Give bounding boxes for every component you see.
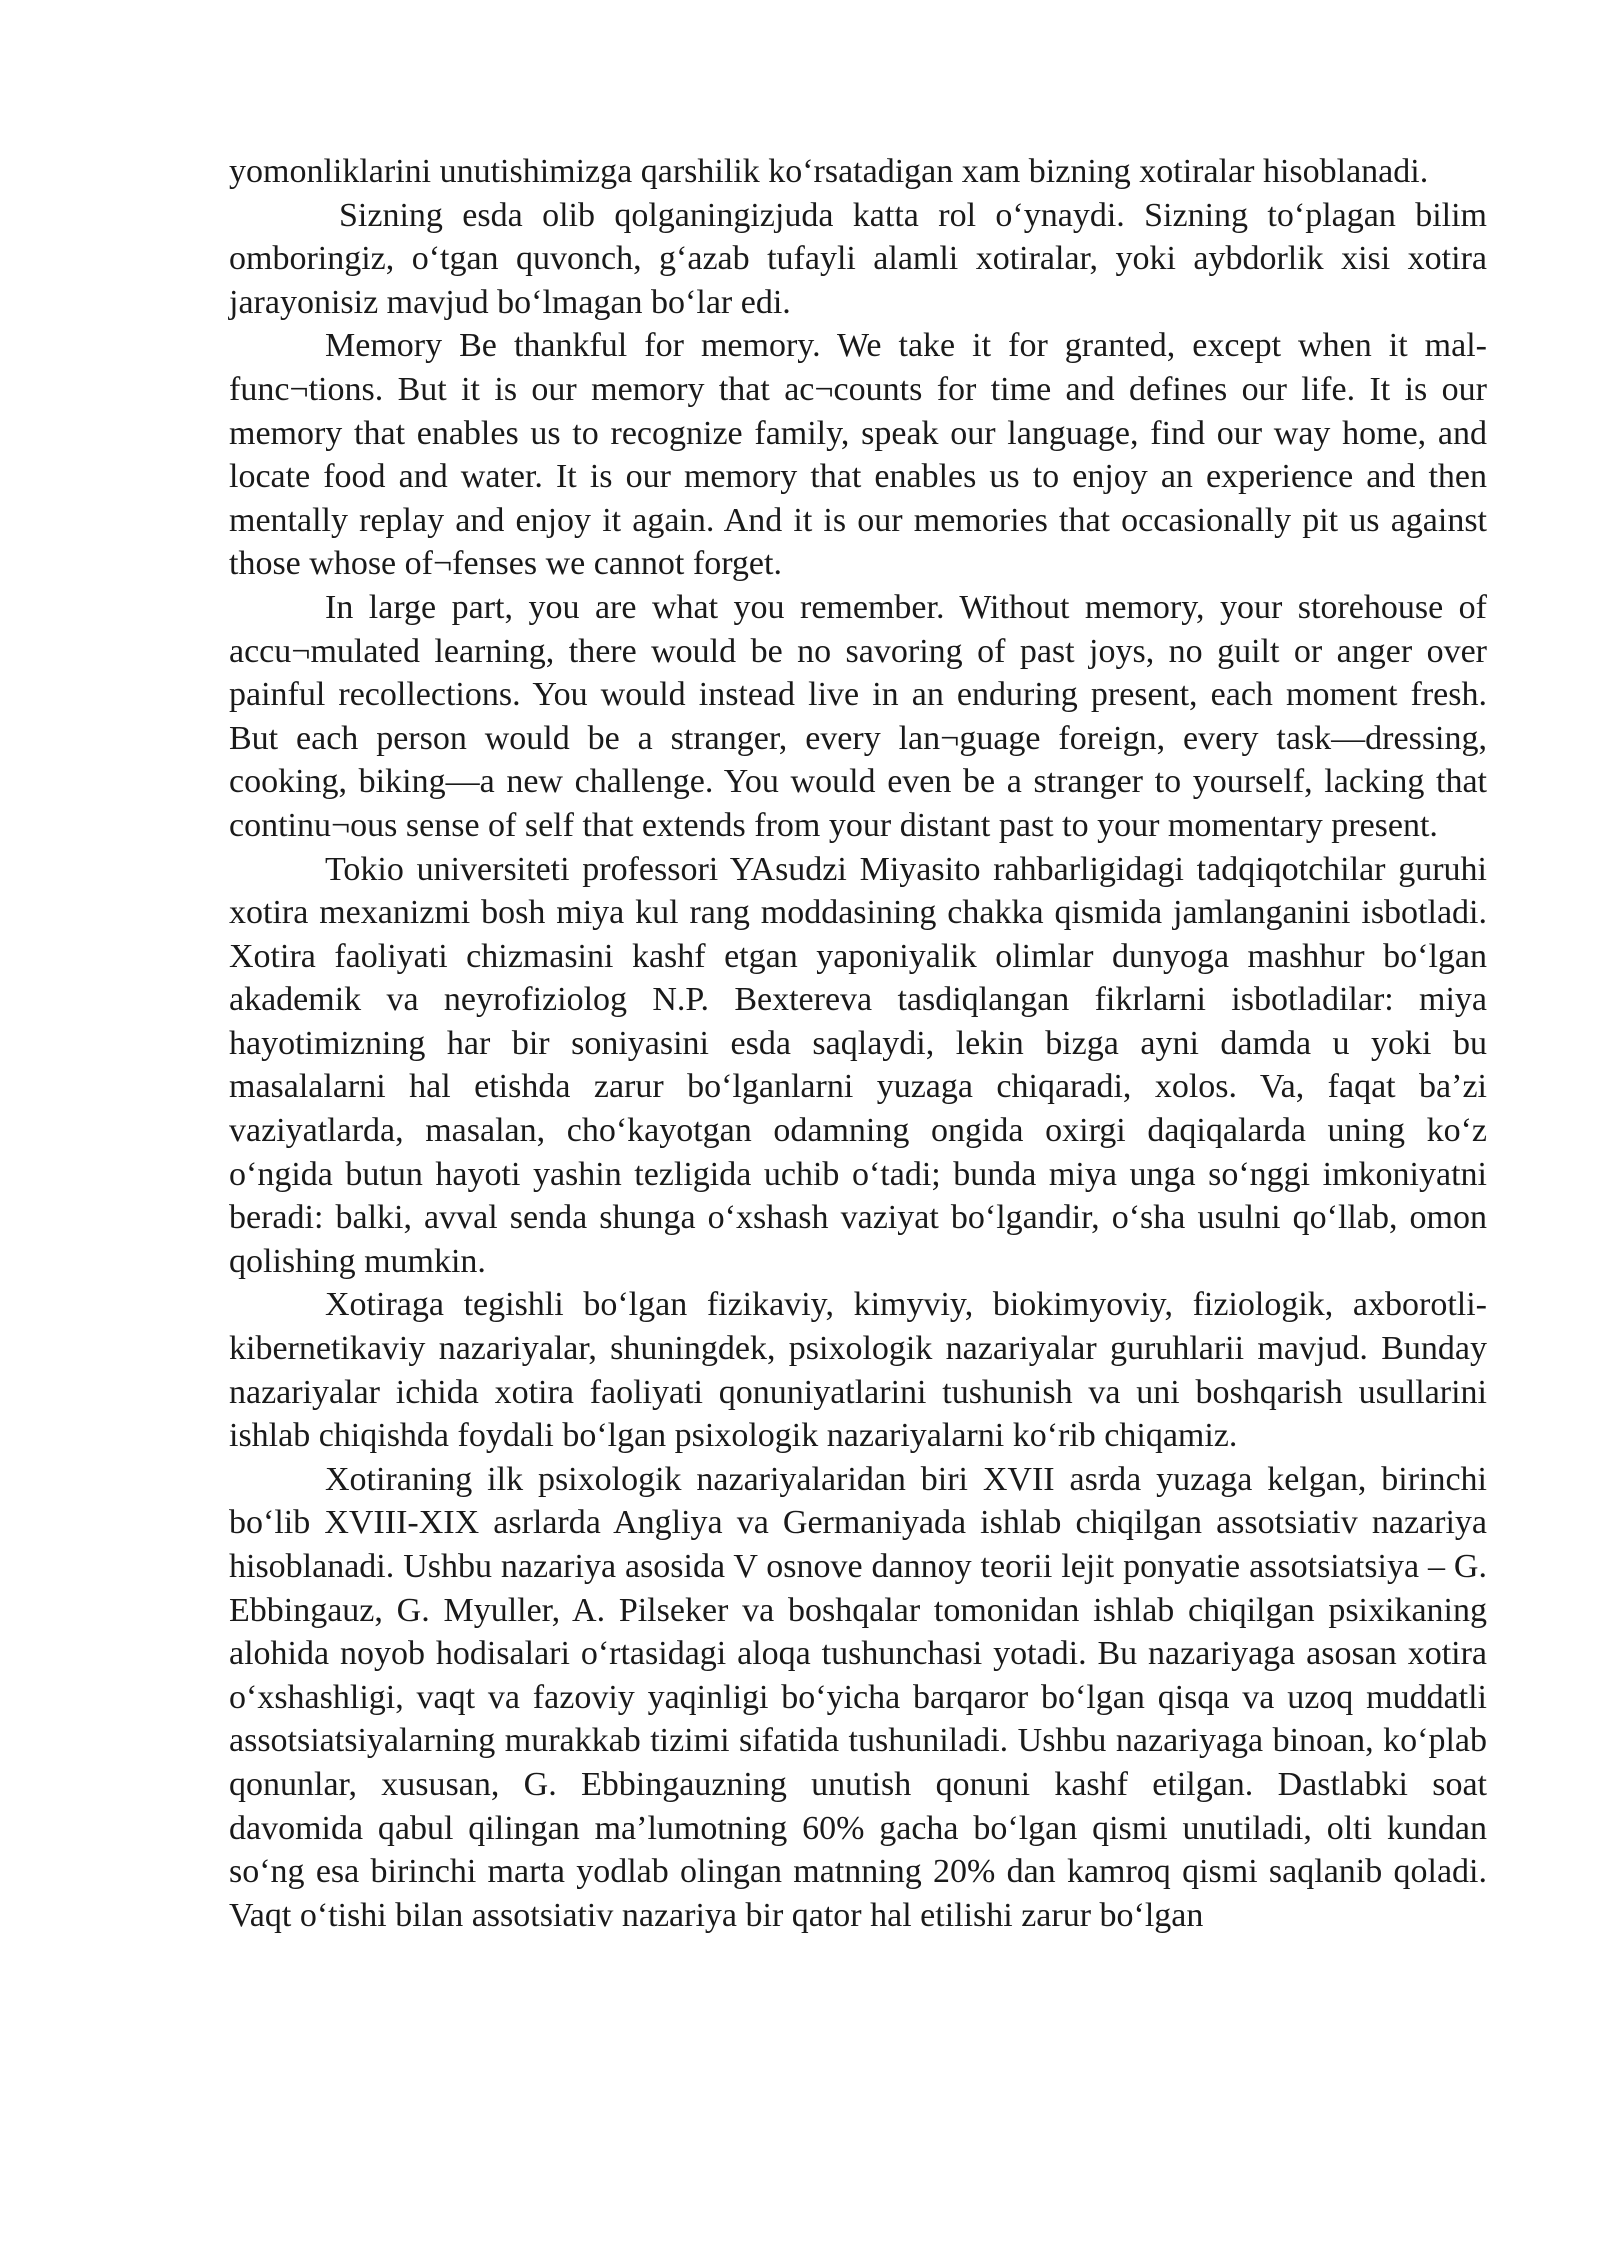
paragraph-tokio: Tokio universiteti professori YAsudzi Miyasito rahbarligidagi tadqiqotchilar guruhi xotira mexanizmi bosh miya kul rang moddasining chakka qismida jamlanganini isbotladi. Xotira faoliyati chizmasini kashf etgan yaponiyalik olimlar dunyoga mashhur bo‘lgan akademik va neyrofiziolog N.P. Bextereva tasdiqlangan fikrlarni isbotladilar: miya hayotimizning har bir soniyasini esda saqlaydi, lekin bizga ayni damda u yoki bu masalalarni hal etishda zarur bo‘lganlarni yuzaga chiqaradi, xolos. Va, faqat ba’zi vaziyatlarda, masalan, cho‘kayotgan odamning ongida oxirgi daqiqalarda uning ko‘z o‘ngida butun hayoti yashin tezligida uchib o‘tadi; bunda miya unga so‘nggi imkoniyatni beradi: balki, avval senda shunga o‘xshash vaziyat bo‘lgandir, o‘sha usulni qo‘llab, omon qolishing mumkin. <box>229 850 1487 1280</box>
paragraph-xotiraga: Xotiraga tegishli bo‘lgan fizikaviy, kimyviy, biokimyoviy, fiziologik, axborotli-kibernetikaviy nazariyalar, shuningdek, psixologik nazariyalar guruhlarii mavjud. Bunday nazariyalar ichida xotira faoliyati qonuniyatlarini tushunish va uni boshqarish usullarini ishlab chiqishda foydali bo‘lgan psixologik nazariyalarni ko‘rib chiqamiz. <box>229 1286 1487 1455</box>
paragraph-memory: Memory Be thankful for memory. We take it for granted, except when it mal-func¬tions. But it is our memory that ac¬counts for time and defines our life. It is our memory that enables us to recognize family, speak our language, find our way home, and locate food and water. It is our memory that enables us to enjoy an experience and then mentally replay and enjoy it again. And it is our memories that occasionally pit us against those whose of¬fenses we cannot forget. <box>229 327 1487 583</box>
paragraph-continuation: yomonliklarini unutishimizga qarshilik ko‘rsatadigan xam bizning xotiralar hisoblanadi. <box>229 153 1429 190</box>
paragraph-sizning: Sizning esda olib qolganingizjuda katta rol o‘ynaydi. Sizning to‘plagan bilim omboringiz, o‘tgan quvonch, g‘azab tufayli alamli xotiralar, yoki aybdorlik xisi xotira jarayonisiz mavjud bo‘lmagan bo‘lar edi. <box>229 196 1487 321</box>
paragraph-xotiraning: Xotiraning ilk psixologik nazariyalaridan biri XVII asrda yuzaga kelgan, birinchi bo‘lib XVIII-XIX asrlarda Angliya va Germaniyada ishlab chiqilgan assotsiativ nazariya hisoblanadi. Ushbu nazariya asosida V osnove dannoy teorii lejit ponyatie assotsiatsiya – G. Ebbingauz, G. Myuller, A. Pilseker va boshqalar tomonidan ishlab chiqilgan psixikaning alohida noyob hodisalari o‘rtasidagi aloqa tushunchasi yotadi. Bu nazariyaga asosan xotira o‘xshashligi, vaqt va fazoviy yaqinligi bo‘yicha barqaror bo‘lgan qisqa va uzoq muddatli assotsiatsiyalarning murakkab tizimi sifatida tushuniladi. Ushbu nazariyaga binoan, ko‘plab qonunlar, xususan, G. Ebbingauzning unutish qonuni kashf etilgan. Dastlabki soat davomida qabul qilingan ma’lumotning 60% gacha bo‘lgan qismi unutiladi, olti kundan so‘ng esa birinchi marta yodlab olingan matnning 20% dan kamroq qismi saqlanib qoladi. Vaqt o‘tishi bilan assotsiativ nazariya bir qator hal etilishi zarur bo‘lgan <box>229 1460 1487 1934</box>
document-page <box>229 150 1487 1937</box>
paragraph-large-part: In large part, you are what you remember. Without memory, your storehouse of accu¬mulated learning, there would be no savoring of past joys, no guilt or anger over painful recollections. You would instead live in an enduring present, each moment fresh. But each person would be a stranger, every lan¬guage foreign, every task—dressing, cooking, biking—a new challenge. You would even be a stranger to yourself, lacking that continu¬ous sense of self that extends from your distant past to your momentary present. <box>229 588 1487 844</box>
